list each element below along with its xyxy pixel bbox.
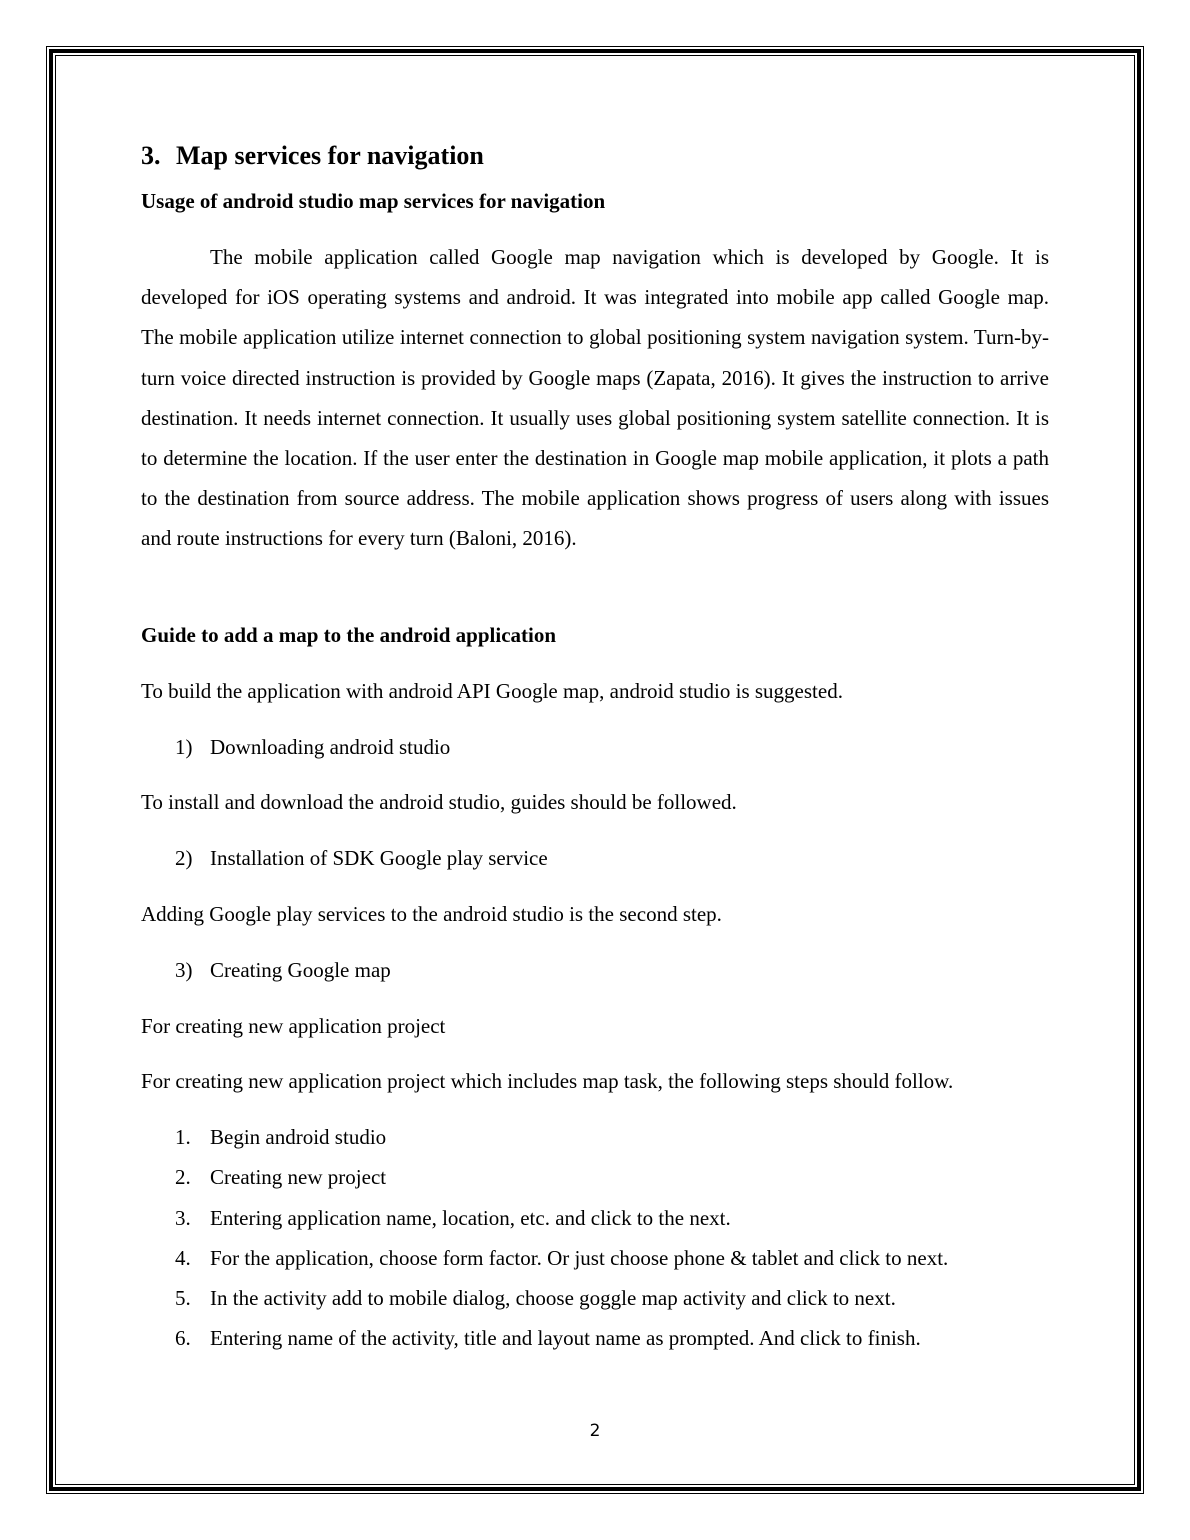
list-item [175, 1244, 948, 1272]
list-item [175, 1284, 896, 1312]
page-number: 2 [589, 1421, 601, 1441]
list-marker: 2. [175, 1165, 191, 1189]
list-text: Entering name of the activity, title and layout name as prompted. And click to finish. [210, 1326, 921, 1350]
step-marker: 2) [175, 846, 193, 870]
list-text: In the activity add to mobile dialog, choose goggle map activity and click to next. [210, 1286, 896, 1310]
step-label: Installation of SDK Google play service [210, 846, 548, 870]
list-item [175, 1163, 386, 1191]
subheading-guide: Guide to add a map to the android application [141, 623, 557, 647]
step-note: Adding Google play services to the android studio is the second step. [141, 902, 722, 926]
list-marker: 4. [175, 1246, 191, 1270]
step-marker: 1) [175, 735, 193, 759]
list-text: Creating new project [210, 1165, 387, 1189]
list-marker: 5. [175, 1286, 191, 1310]
step-note: For creating new application project [141, 1014, 446, 1038]
list-item [175, 1324, 921, 1352]
step-note: To install and download the android studio, guides should be followed. [141, 790, 737, 814]
step-item [175, 733, 450, 761]
section-title: Map services for navigation [176, 141, 484, 170]
step-item [175, 844, 548, 872]
intro-paragraph: The mobile application called Google map navigation which is developed by Google. It is developed for iOS operating systems and android. It was integrated into mobile app called Google map. The mobile application utilize internet connection to global positioning system navigation system. Turn-by-turn voice directed instruction is provided by Google maps (Zapata, 2016). It gives the instruction to arrive destination. It needs internet connection. It usually uses global positioning system satellite connection. It is to determine the location. If the user enter the destination in Google map mobile application, it plots a path to the destination from source address. The mobile application shows progress of users along with issues and route instructions for every turn (Baloni, 2016). [141, 245, 1049, 551]
list-item [175, 1123, 386, 1151]
list-item [175, 1204, 731, 1232]
list-marker: 1. [175, 1125, 191, 1149]
step-item [175, 956, 391, 984]
build-line: To build the application with android API Google map, android studio is suggested. [141, 679, 843, 703]
list-text: Begin android studio [210, 1125, 387, 1149]
section-heading [141, 139, 484, 173]
step-marker: 3) [175, 958, 193, 982]
follow-line: For creating new application project which includes map task, the following steps should follow. [141, 1069, 954, 1093]
step-label: Downloading android studio [210, 735, 451, 759]
list-marker: 6. [175, 1326, 191, 1350]
list-text: Entering application name, location, etc. and click to the next. [210, 1206, 731, 1230]
section-number: 3. [141, 141, 161, 170]
step-label: Creating Google map [210, 958, 391, 982]
list-text: For the application, choose form factor. Or just choose phone & tablet and click to next. [210, 1246, 949, 1270]
list-marker: 3. [175, 1206, 191, 1230]
subheading-usage: Usage of android studio map services for navigation [141, 189, 606, 213]
